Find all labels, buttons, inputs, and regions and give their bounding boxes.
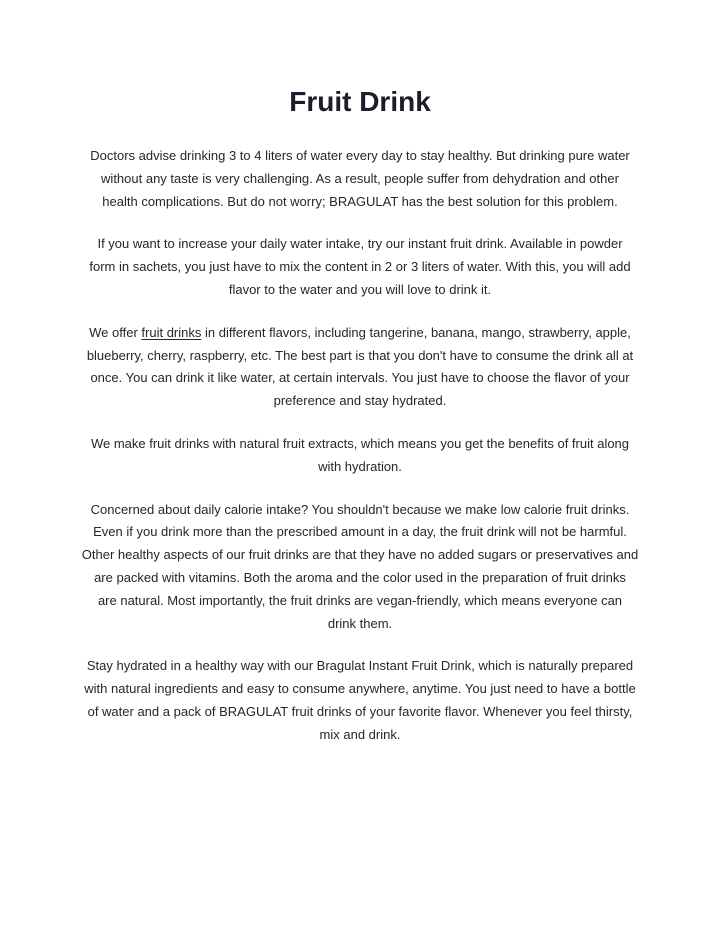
paragraph-line: Even if you drink more than the prescribed amount in a day, the fruit drink will not be harmful.	[93, 524, 627, 540]
paragraph-line	[80, 322, 640, 345]
paragraph-4	[80, 433, 640, 479]
paragraph-line: once. You can drink it like water, at certain intervals. You just have to choose the flavor of your	[90, 370, 630, 386]
paragraph-line: Doctors advise drinking 3 to 4 liters of water every day to stay healthy. But drinking pure water	[90, 148, 630, 163]
paragraph-line: health complications. But do not worry; BRAGULAT has the best solution for this problem.	[102, 193, 618, 209]
paragraph-line: form in sachets, you just have to mix the content in 2 or 3 liters of water. With this, you will add	[89, 259, 631, 275]
paragraph-line: blueberry, cherry, raspberry, etc. The best part is that you don't have to consume the drink all at	[86, 347, 634, 363]
paragraph-line: Concerned about daily calorie intake? You shouldn't because we make low calorie fruit drinks.	[90, 501, 630, 517]
paragraph-line: drink them.	[327, 615, 393, 631]
paragraph-line: are natural. Most importantly, the fruit drinks are vegan-friendly, which means everyone can	[97, 592, 623, 608]
paragraph-line: Other healthy aspects of our fruit drinks are that they have no added sugars or preservatives and	[81, 547, 639, 563]
paragraph-line: are packed with vitamins. Both the aroma and the color used in the preparation of fruit drinks	[94, 569, 626, 585]
line-suffix: in different flavors, including tangerine, banana, mango, strawberry, apple,	[201, 324, 631, 340]
line-prefix: We offer	[89, 324, 142, 340]
paragraph-line: with hydration.	[318, 458, 402, 474]
paragraph-5	[80, 499, 640, 636]
paragraph-1	[80, 145, 640, 213]
paragraph-line: If you want to increase your daily water intake, try our instant fruit drink. Available in powder	[97, 236, 623, 252]
paragraph-line: with natural ingredients and easy to consume anywhere, anytime. You just need to have a bottle	[84, 681, 636, 697]
fruit-drinks-link[interactable]: fruit drinks	[141, 324, 202, 340]
paragraph-line: Stay hydrated in a healthy way with our Bragulat Instant Fruit Drink, which is naturally prepared	[86, 658, 634, 674]
paragraph-line: flavor to the water and you will love to drink it.	[228, 281, 492, 297]
paragraph-2	[80, 233, 640, 301]
paragraph-line: preference and stay hydrated.	[273, 393, 447, 409]
paragraph-line: mix and drink.	[319, 726, 401, 742]
article-body	[80, 145, 640, 767]
paragraph-3	[80, 322, 640, 413]
page-title: Fruit Drink	[289, 86, 431, 117]
paragraph-6	[80, 655, 640, 746]
paragraph-line: of water and a pack of BRAGULAT fruit drinks of your favorite flavor. Whenever you feel thirsty,	[87, 703, 633, 719]
paragraph-line: without any taste is very challenging. As a result, people suffer from dehydration and other	[101, 170, 619, 186]
paragraph-line: We make fruit drinks with natural fruit extracts, which means you get the benefits of fruit along	[90, 435, 630, 451]
